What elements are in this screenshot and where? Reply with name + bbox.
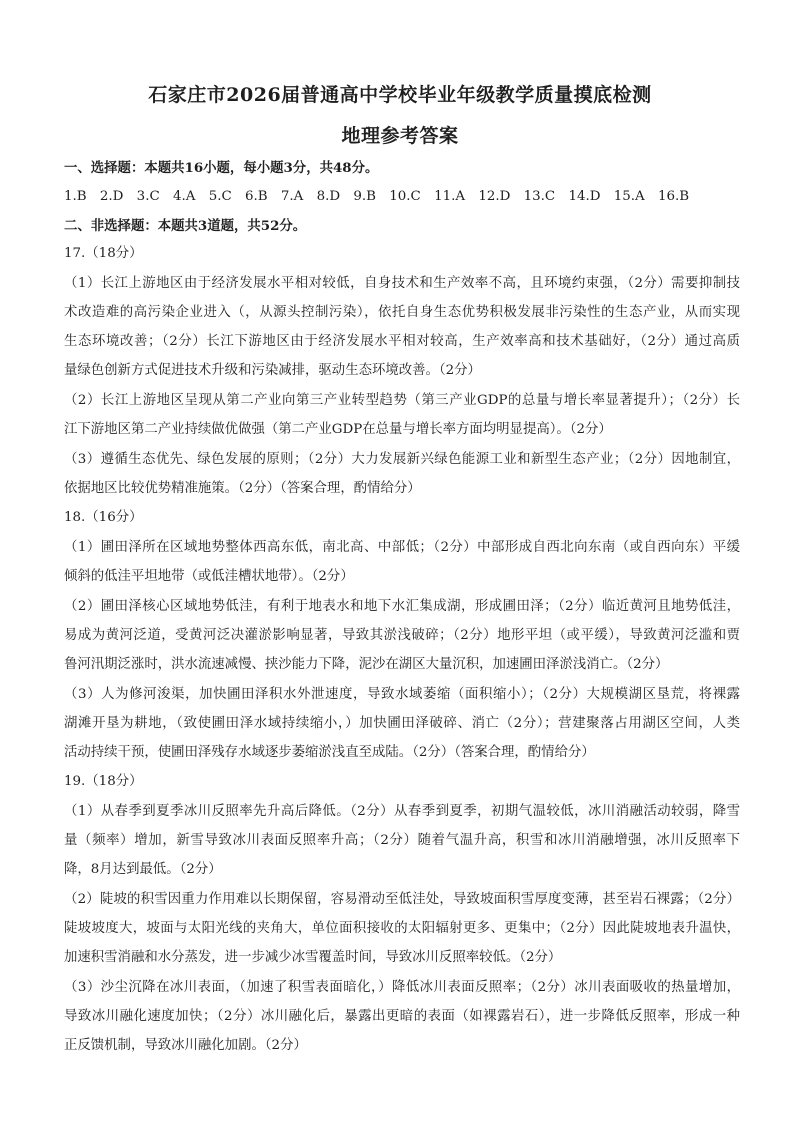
answer-line: 陡坡坡度大，坡面与太阳光线的夹角大，单位面积接收的太阳辐射更多、更集中；（2分）因此陡坡地表升温快，: [64, 921, 740, 936]
choice-answer: 10.C: [389, 189, 421, 204]
section-heading-choice: 一、选择题：本题共16小题，每小题3分，共48分。: [64, 160, 379, 176]
answer-line: （1）圃田泽所在区域地势整体西高东低，南北高、中部低；（2分）中部形成自西北向东南（或自西向东）平缓: [64, 540, 740, 555]
answer-line: 活动持续干预，使圃田泽残存水域逐步萎缩淤浅直至成陆。（2分）（答案合理，酌情给分）: [64, 745, 595, 760]
choice-answer: 6.B: [244, 189, 268, 204]
answer-line: 加速积雪消融和水分蒸发，进一步减少冰雪覆盖时间，导致冰川反照率较低。（2分）: [64, 950, 562, 965]
answer-line: 鲁河汛期泛涨时，洪水流速减慢、挟沙能力下降，泥沙在湖区大量沉积，加速圃田泽淤浅消亡。（2分）: [64, 657, 669, 672]
choice-answer: 3.C: [136, 189, 160, 204]
document-subtitle: 地理参考答案: [341, 125, 459, 147]
choice-answer: 2.D: [99, 189, 124, 204]
question-header: 18.（16分）: [64, 510, 143, 525]
answer-line: （3）人为修河浚渠，加快圃田泽积水外泄速度，导致水域萎缩（面积缩小）；（2分）大规模湖区垦荒，将裸露: [64, 687, 740, 702]
answer-line: （1）从春季到夏季冰川反照率先升高后降低。（2分）从春季到夏季，初期气温较低，冰川消融活动较弱，降雪: [64, 804, 740, 819]
choice-answer: 15.A: [613, 189, 645, 204]
choice-answer: 14.D: [568, 189, 601, 204]
answer-line: （2）陡坡的积雪因重力作用难以长期保留，容易滑动至低洼处，导致坡面积雪厚度变薄，甚至岩石裸露；（2分）: [64, 892, 740, 907]
answer-line: （2）长江上游地区呈现从第二产业向第三产业转型趋势（第三产业GDP的总量与增长率显著提升）；（2分）长: [64, 393, 740, 408]
answer-line: （3）沙尘沉降在冰川表面，（加速了积雪表面暗化，）降低冰川表面反照率；（2分）冰川表面吸收的热量增加，: [64, 980, 740, 995]
question-header: 17.（18分）: [64, 246, 143, 261]
section-heading-nonchoice: 二、非选择题：本题共3道题，共52分。: [64, 218, 307, 234]
choice-answer: 16.B: [657, 189, 690, 204]
question-header: 19.（18分）: [64, 774, 143, 789]
answer-line: 正反馈机制，导致冰川融化加剧。（2分）: [64, 1038, 307, 1053]
answer-line: 导致冰川融化速度加快；（2分）冰川融化后，暴露出更暗的表面（如裸露岩石），进一步降低反照率，形成一种: [64, 1009, 740, 1024]
choice-answer: 7.A: [280, 189, 304, 204]
choice-answer: 11.A: [434, 189, 466, 204]
answer-line: 湖滩开垦为耕地，（致使圃田泽水域持续缩小，）加快圃田泽破碎、消亡（2分）；营建聚落占用湖区空间，人类: [64, 716, 740, 731]
answer-line: 量绿色创新方式促进技术升级和污染减排，驱动生态环境改善。（2分）: [64, 363, 481, 378]
answer-line: 术改造难的高污染企业进入（，从源头控制污染），依托自身生态优势积极发展非污染性的生态产业，从而实现: [64, 305, 740, 320]
choice-answer: 13.C: [523, 189, 556, 204]
answer-line: 易成为黄河泛道，受黄河泛决灌淤影响显著，导致其淤浅破碎；（2分）地形平坦（或平缓），导致黄河泛滥和贾: [64, 628, 740, 643]
answer-line: 依据地区比较优势精准施策。（2分）（答案合理，酌情给分）: [64, 481, 421, 496]
document-title: 石家庄市2026届普通高中学校毕业年级教学质量摸底检测: [148, 84, 652, 106]
answer-line: （1）长江上游地区由于经济发展水平相对较低，自身技术和生产效率不高，且环境约束强，（2分）需要抑制技: [64, 276, 740, 291]
answer-line: 量（频率）增加，新雪导致冰川表面反照率升高；（2分）随着气温升高，积雪和冰川消融增强，冰川反照率下: [64, 833, 740, 848]
choice-answer: 9.B: [353, 189, 376, 204]
choice-answer: 12.D: [478, 189, 511, 204]
choice-answers: [64, 188, 740, 206]
answer-line: 江下游地区第二产业持续做优做强（第二产业GDP在总量与增长率方面均明显提高）。（2分）: [64, 422, 612, 437]
choice-answer: 1.B: [64, 189, 87, 204]
answer-line: （2）圃田泽核心区域地势低洼，有利于地表水和地下水汇集成湖，形成圃田泽；（2分）临近黄河且地势低洼，: [64, 599, 740, 614]
answer-line: （3）遵循生态优先、绿色发展的原则；（2分）大力发展新兴绿色能源工业和新型生态产业；（2分）因地制宜，: [64, 452, 740, 467]
answer-line: 生态环境改善；（2分）长江下游地区由于经济发展水平相对较高，生产效率高和技术基础好，（2分）通过高质: [64, 334, 740, 349]
answer-line: 降，8月达到最低。（2分）: [64, 862, 222, 877]
choice-answer: 8.D: [316, 189, 341, 204]
answer-line: 倾斜的低洼平坦地带（或低洼槽状地带）。（2分）: [64, 569, 354, 584]
choice-answer: 5.C: [208, 189, 232, 204]
choice-answer: 4.A: [172, 189, 196, 204]
